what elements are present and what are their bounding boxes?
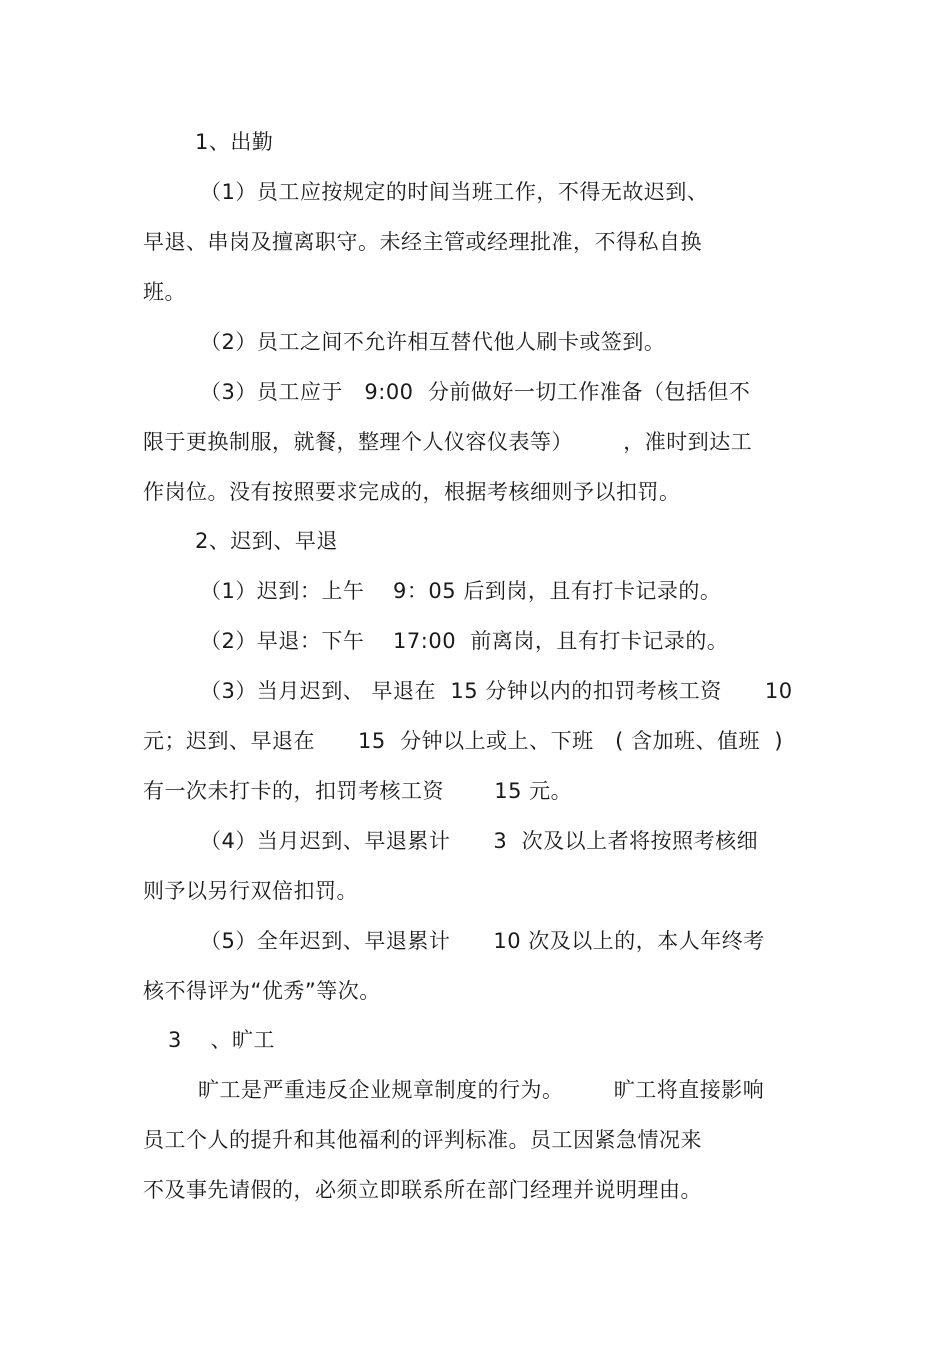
paragraph-line: （2）员工之间不允许相互替代他人刷卡或签到。 (200, 330, 666, 354)
paragraph-line: 核不得评为“优秀”等次。 (143, 979, 381, 1003)
section-heading-absenteeism: 3 、旷工 (168, 1028, 276, 1052)
paragraph-line: 则予以另行双倍扣罚。 (143, 879, 358, 903)
paragraph-line: （1）员工应按规定的时间当班工作，不得无故迟到、 (200, 180, 709, 204)
paragraph-line: （3）当月迟到、 早退在 15 分钟以内的扣罚考核工资 10 (200, 679, 793, 703)
paragraph-line: 限于更换制服，就餐，整理个人仪容仪表等） ，准时到达工 (143, 430, 753, 454)
section-heading-late-early: 2、迟到、早退 (195, 529, 338, 553)
paragraph-line: （5）全年迟到、早退累计 10 次及以上的，本人年终考 (200, 929, 765, 953)
section-heading-attendance: 1、出勤 (195, 130, 274, 154)
paragraph-line: 员工个人的提升和其他福利的评判标准。员工因紧急情况来 (143, 1128, 702, 1152)
paragraph-line: （3）员工应于 9:00 分前做好一切工作准备（包括但不 (200, 380, 751, 404)
paragraph-line: 早退、串岗及擅离职守。未经主管或经理批准，不得私自换 (143, 230, 702, 254)
paragraph-line: 作岗位。没有按照要求完成的，根据考核细则予以扣罚。 (143, 480, 681, 504)
paragraph-line: 有一次未打卡的，扣罚考核工资 15 元。 (143, 779, 573, 803)
paragraph-line: （1）迟到：上午 9：05 后到岗，且有打卡记录的。 (200, 579, 722, 603)
paragraph-line: 不及事先请假的，必须立即联系所在部门经理并说明理由。 (143, 1178, 702, 1202)
paragraph-line: （2）早退：下午 17:00 前离岗，且有打卡记录的。 (200, 629, 729, 653)
paragraph-line: （4）当月迟到、早退累计 3 次及以上者将按照考核细 (200, 829, 759, 853)
paragraph-line: 元；迟到、早退在 15 分钟以上或上、下班 ( 含加班、值班 ) (143, 729, 784, 753)
paragraph-line: 旷工是严重违反企业规章制度的行为。 旷工将直接影响 (198, 1078, 765, 1102)
paragraph-line: 班。 (143, 280, 186, 304)
